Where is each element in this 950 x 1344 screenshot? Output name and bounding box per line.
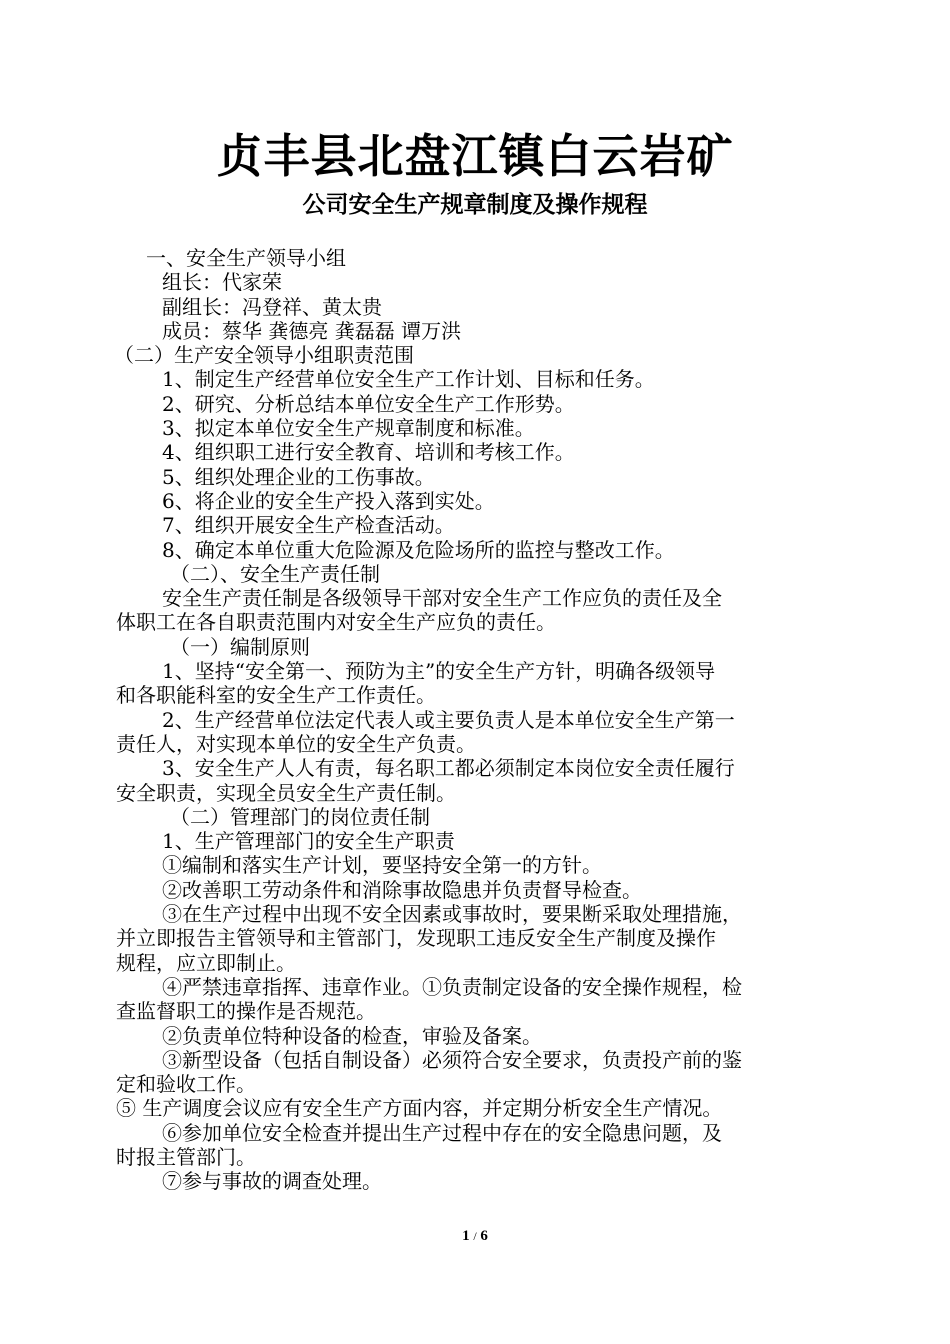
page-total: 6 xyxy=(480,1228,488,1244)
section-heading: 一、安全生产领导小组 xyxy=(146,246,346,270)
list-item: 1、制定生产经营单位安全生产工作计划、目标和任务。 xyxy=(162,367,655,392)
paragraph-line: 3、安全生产人人有责，每名职工都必须制定本岗位安全责任履行 xyxy=(162,756,735,781)
paragraph-line: 规程，应立即制止。 xyxy=(116,950,296,975)
paragraph-line: 安全生产责任制是各级领导干部对安全生产工作应负的责任及全 xyxy=(162,586,722,611)
list-item: ②改善职工劳动条件和消除事故隐患并负责督导检查。 xyxy=(162,877,642,902)
paragraph-line: 责任人，对实现本单位的安全生产负责。 xyxy=(116,731,476,756)
paragraph-line: 定和验收工作。 xyxy=(116,1072,256,1097)
paragraph-line: 安全职责，实现全员安全生产责任制。 xyxy=(116,780,456,805)
paragraph-line: 体职工在各自职责范围内对安全生产应负的责任。 xyxy=(116,610,556,635)
text-line: 成员：蔡华 龚德亮 龚磊磊 谭万洪 xyxy=(162,318,462,343)
paragraph-line: 时报主管部门。 xyxy=(116,1144,256,1169)
list-item: 6、将企业的安全生产投入落到实处。 xyxy=(162,488,495,513)
list-item: ⑤ 生产调度会议应有安全生产方面内容，并定期分析安全生产情况。 xyxy=(116,1096,723,1121)
paragraph-line: 和各职能科室的安全生产工作责任。 xyxy=(116,683,436,708)
paragraph-line: 1、坚持“安全第一、预防为主”的安全生产方针，明确各级领导 xyxy=(162,659,716,684)
document-title: 贞丰县北盘江镇白云岩矿 xyxy=(216,129,734,183)
text-line: 组长：代家荣 xyxy=(162,270,282,295)
section-heading: （二）管理部门的岗位责任制 xyxy=(170,804,430,829)
subsection-heading: 1、生产管理部门的安全生产职责 xyxy=(162,829,455,854)
list-item: 5、组织处理企业的工伤事故。 xyxy=(162,464,435,489)
paragraph-line: ④严禁违章指挥、违章作业。①负责制定设备的安全操作规程，检 xyxy=(162,974,742,999)
list-item: 2、研究、分析总结本单位安全生产工作形势。 xyxy=(162,391,575,416)
page-separator: / xyxy=(473,1229,477,1243)
list-item: 7、组织开展安全生产检查活动。 xyxy=(162,513,455,538)
list-item: ①编制和落实生产计划，要坚持安全第一的方针。 xyxy=(162,853,602,878)
paragraph-line: 2、生产经营单位法定代表人或主要负责人是本单位安全生产第一 xyxy=(162,707,735,732)
list-item: 8、确定本单位重大危险源及危险场所的监控与整改工作。 xyxy=(162,537,675,562)
section-heading: （一）编制原则 xyxy=(170,634,310,659)
section-heading: （二）生产安全领导小组职责范围 xyxy=(114,343,414,368)
document-body xyxy=(116,246,836,1194)
list-item: ②负责单位特种设备的检查，审验及备案。 xyxy=(162,1023,542,1048)
text-line: 副组长：冯登祥、黄太贵 xyxy=(162,294,382,319)
section-heading: （二）、安全生产责任制 xyxy=(170,561,380,586)
list-item: 3、拟定本单位安全生产规章制度和标准。 xyxy=(162,416,535,441)
document-subtitle: 公司安全生产规章制度及操作规程 xyxy=(302,191,648,218)
paragraph-line: 查监督职工的操作是否规范。 xyxy=(116,999,376,1024)
page-current: 1 xyxy=(462,1228,470,1244)
page-number xyxy=(0,1228,950,1245)
paragraph-line: ⑥参加单位安全检查并提出生产过程中存在的安全隐患问题，及 xyxy=(162,1120,722,1145)
list-item: ⑦参与事故的调查处理。 xyxy=(162,1169,382,1194)
paragraph-line: 并立即报告主管领导和主管部门，发现职工违反安全生产制度及操作 xyxy=(116,926,716,951)
list-item: 4、组织职工进行安全教育、培训和考核工作。 xyxy=(162,440,575,465)
paragraph-line: ③在生产过程中出现不安全因素或事故时，要果断采取处理措施， xyxy=(162,902,742,927)
paragraph-line: ③新型设备（包括自制设备）必须符合安全要求，负责投产前的鉴 xyxy=(162,1047,742,1072)
